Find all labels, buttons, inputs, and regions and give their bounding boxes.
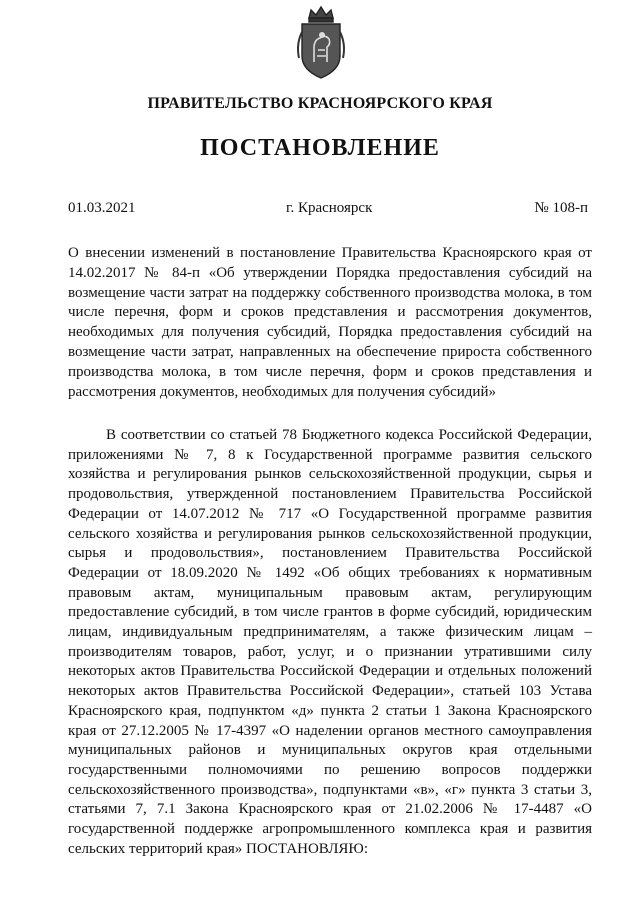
coat-of-arms-emblem [293,4,349,84]
document-subject: О внесении изменений в постановление Правительства Красноярского края от 14.02.2017 № 84-п «Об утверждении Порядка предоставления субсидий на возмещение части затрат на поддержку собственного производства молока, в том числе перечня, форм и сроков представления и рассмотрения документов, необходимых для получения субсидий, Порядка предоставления субсидий на возмещение части затрат, направленных на обеспечение прироста собственного производства молока, в том числе перечня, форм и сроков представления и рассмотрения документов, необходимых для получения субсидий» [68,245,592,400]
government-title: ПРАВИТЕЛЬСТВО КРАСНОЯРСКОГО КРАЯ [147,95,493,112]
document-meta-row [68,200,588,220]
document-body-paragraph: В соответствии со статьей 78 Бюджетного кодекса Российской Федерации, приложениями № 7, 8 к Государственной программе развития сельского хозяйства и регулирования рынков сельскохозяйственной продукции, сырья и продовольствия, утвержденной постановлением Правительства Российской Федерации от 14.07.2012 № 717 «О Государственной программе развития сельского хозяйства и регулирования рынков сельскохозяйственной продукции, сырья и продовольствия», постановлением Правительства Российской Федерации от 18.09.2020 № 1492 «Об общих требованиях к нормативным правовым актам, муниципальным правовым актам, регулирующим предоставление субсидий, в том числе грантов в форме субсидий, юридическим лицам, индивидуальным предпринимателям, а также физическим лицам – производителям товаров, работ, услуг, и о признании утратившими силу некоторых актов Правительства Российской Федерации и отдельных положений некоторых актов Правительства Российской Федерации», статьей 103 Устава Красноярского края, подпунктом «д» пункта 2 статьи 1 Закона Красноярского края от 27.12.2005 № 17-4397 «О наделении органов местного самоуправления муниципальных районов и муниципальных округов края отдельными государственными полномочиями по решению вопросов поддержки сельскохозяйственного производства», подпунктами «в», «г» пункта 3 статьи 3, статьями 7, 7.1 Закона Красноярского края от 21.02.2006 № 17-4487 «О государственной поддержке агропромышленного комплекса края и развития сельских территорий края» ПОСТАНОВЛЯЮ: [68,427,592,857]
document-city: г. Красноярск [286,200,373,216]
document-type-title: ПОСТАНОВЛЕНИЕ [200,135,440,161]
document-date: 01.03.2021 [68,200,136,216]
document-number: № 108-п [534,200,588,216]
